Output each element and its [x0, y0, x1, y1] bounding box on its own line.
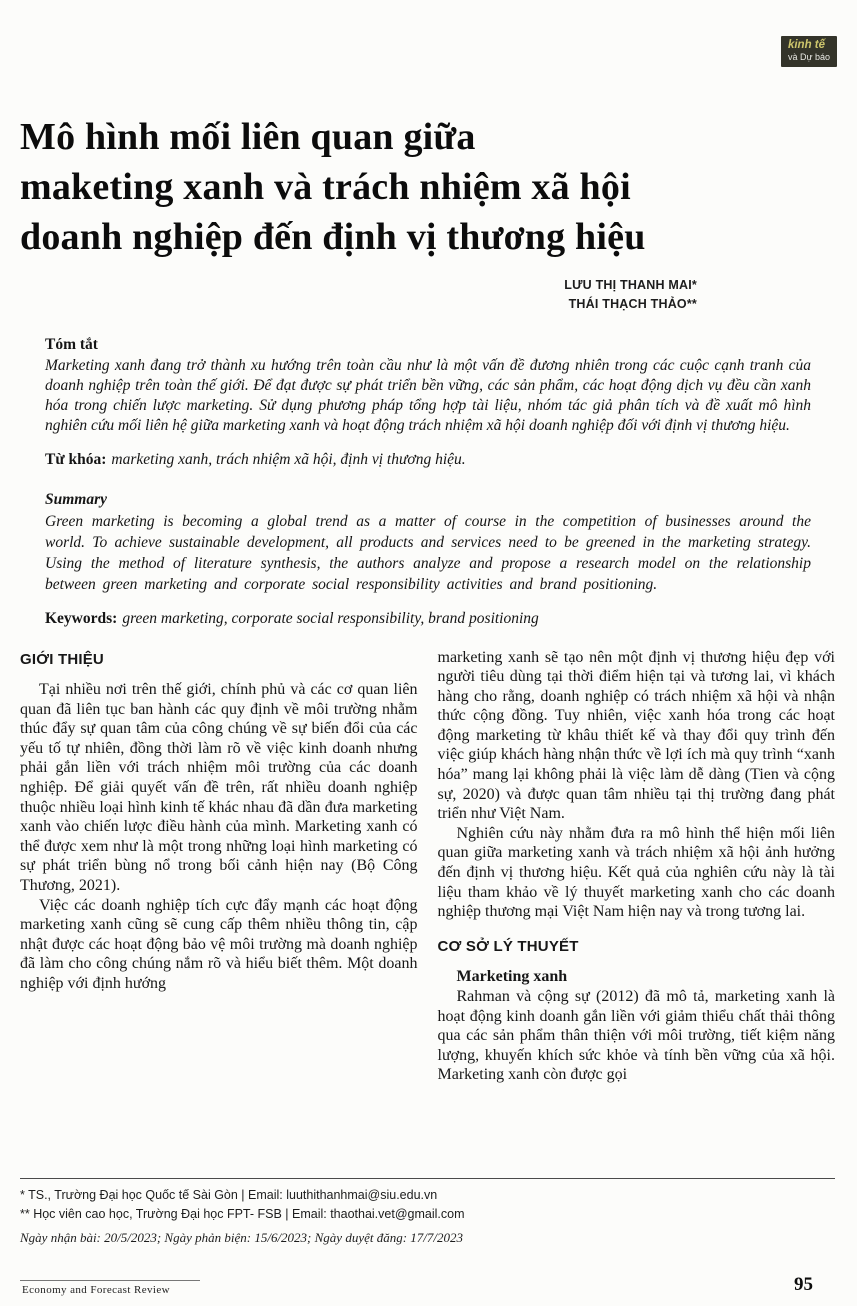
abstract-body: Marketing xanh đang trở thành xu hướng trên toàn cầu như là một vấn đề đương nhiên trong các cuộc cạnh tranh của doanh nghiệp trên toàn thế giới. Để đạt được sự phát triển bền vững, các sản phẩm, các hoạt động dịch vụ đều cần xanh hóa trong chiến lược marketing. Sử dụng phương pháp tổng hợp tài liệu, nhóm tác giả phân tích và đề xuất mô hình nghiên cứu mối liên hệ giữa marketing xanh và hoạt động trách nhiệm xã hội doanh nghiệp đối với định vị thương hiệu.: [45, 356, 811, 434]
footnotes-block: [20, 1178, 835, 1248]
body-paragraph-continuation: marketing xanh sẽ tạo nên một định vị thương hiệu đẹp với người tiêu dùng tại thời điểm hiện tại và tương lai, vì khách hàng cho rằng, doanh nghiệp có trách nhiệm xã hội và nhận thức cộng đồng. Tuy nhiên, việc xanh hóa trong các hoạt động marketing từ khâu thiết kế và thay đổi quy trình đến việc giúp khách hàng nhận thức về lợi ích mà quy trình “xanh hóa” mang lại không phải là việc làm dễ dàng (Tien và cộng sự, 2020) và được quan tâm nhiều tại thị trường đang phát triển như Việt Nam.: [437, 648, 835, 823]
summary-body: Green marketing is becoming a global trend as a matter of course in the competition of businesses around the world. To achieve sustainable development, all products and services need to be greened in the marketing strategy. Using the method of literature synthesis, the authors analyze and propose a research model on the relationship between green marketing and corporate social responsibility activities and brand positioning.: [45, 512, 811, 593]
page-number: 95: [794, 1274, 813, 1295]
summary-keywords-line: [45, 610, 811, 628]
intro-paragraph-2: Việc các doanh nghiệp tích cực đẩy mạnh các hoạt động marketing xanh cũng sẽ cung cấp thêm nhiều thông tin, cập nhật được các hoạt động bảo vệ môi trường mà doanh nghiệp đã làm cho công chúng nắm rõ và hiểu biết thêm. Một doanh nghiệp với định hướng: [20, 896, 418, 992]
footer-journal-name: Economy and Forecast Review: [20, 1280, 200, 1296]
journal-logo-badge: [781, 36, 837, 67]
column-right: [438, 648, 836, 1120]
article-body-columns: [20, 648, 835, 1120]
article-title-line1: Mô hình mối liên quan giữa: [20, 116, 476, 158]
article-title-line3: doanh nghiệp đến định vị thương hiệu: [20, 216, 646, 258]
subsection-heading-green-marketing: Marketing xanh: [456, 968, 568, 986]
article-title-line2: maketing xanh và trách nhiệm xã hội: [20, 166, 631, 208]
abstract-keywords-label: Từ khóa:: [45, 450, 107, 468]
summary-block: [45, 491, 811, 628]
footnote-author-1: * TS., Trường Đại học Quốc tế Sài Gòn | Email: luuthithanhmai@siu.edu.vn: [20, 1188, 438, 1202]
body-paragraph-research-aim: Nghiên cứu này nhằm đưa ra mô hình thể hiện mối liên quan giữa marketing xanh và trách nhiệm xã hội ảnh hưởng đến định vị thương hiệu. Kết quả của nghiên cứu này là tài liệu tham khảo về lý thuyết marketing xanh cho các doanh nghiệp thương mại Việt Nam hiện nay và trong tương lai.: [437, 824, 835, 921]
footnote-author-2: ** Học viên cao học, Trường Đại học FPT- FSB | Email: thaothai.vet@gmail.com: [20, 1207, 465, 1222]
column-left: [20, 648, 418, 1120]
summary-keywords-text: green marketing, corporate social responsibility, brand positioning: [122, 609, 539, 627]
section-heading-intro: GIỚI THIỆU: [20, 650, 104, 668]
author-name-1: LƯU THỊ THANH MAI*: [564, 278, 697, 292]
page-footer: [20, 1274, 835, 1296]
theory-paragraph-1: Rahman và cộng sự (2012) đã mô tả, marketing xanh là hoạt động kinh doanh gắn liền với giảm thiểu chất thải thông qua các sản phẩm thân thiện với môi trường, tiết kiệm năng lượng, khuyến khích sức khỏe và tính bền vững của xã hội. Marketing xanh còn được gọi: [437, 988, 835, 1084]
abstract-block: [45, 336, 811, 469]
abstract-heading: Tóm tắt: [45, 335, 98, 353]
footnote-dates: Ngày nhận bài: 20/5/2023; Ngày phản biện: 15/6/2023; Ngày duyệt đăng: 17/7/2023: [20, 1229, 464, 1245]
abstract-keywords-line: [45, 451, 811, 469]
journal-logo-line2: và Dự báo: [787, 52, 830, 63]
intro-paragraph-1: Tại nhiều nơi trên thế giới, chính phủ và các cơ quan liên quan đã liên tục ban hành các quy định về môi trường nhằm thúc đẩy sự quan tâm của công chúng về sự biến đổi của các yếu tố tự nhiên, đồng thời làm rõ về việc kinh doanh nhưng phải gắn liền với trách nhiệm môi trường của các doanh nghiệp. Để giải quyết vấn đề trên, rất nhiều doanh nghiệp thuộc nhiều loại hình kinh tế khác nhau đã dần đưa marketing xanh vào chiến lược điều hành của mình. Marketing xanh có thể được xem như là một trong những loại hình marketing có sự phát triển bùng nổ trong bối cảnh hiện nay (Bộ Công Thương, 2021).: [20, 681, 418, 895]
summary-heading: Summary: [45, 490, 108, 508]
journal-logo-line1: kinh tế: [787, 39, 826, 51]
author-name-2: THÁI THẠCH THẢO**: [568, 296, 697, 311]
section-heading-theory: CƠ SỞ LÝ THUYẾT: [437, 937, 579, 955]
article-title: [20, 112, 835, 262]
authors-block: [20, 276, 835, 314]
summary-keywords-label: Keywords:: [45, 609, 118, 627]
abstract-keywords-text: marketing xanh, trách nhiệm xã hội, định vị thương hiệu.: [111, 450, 466, 468]
